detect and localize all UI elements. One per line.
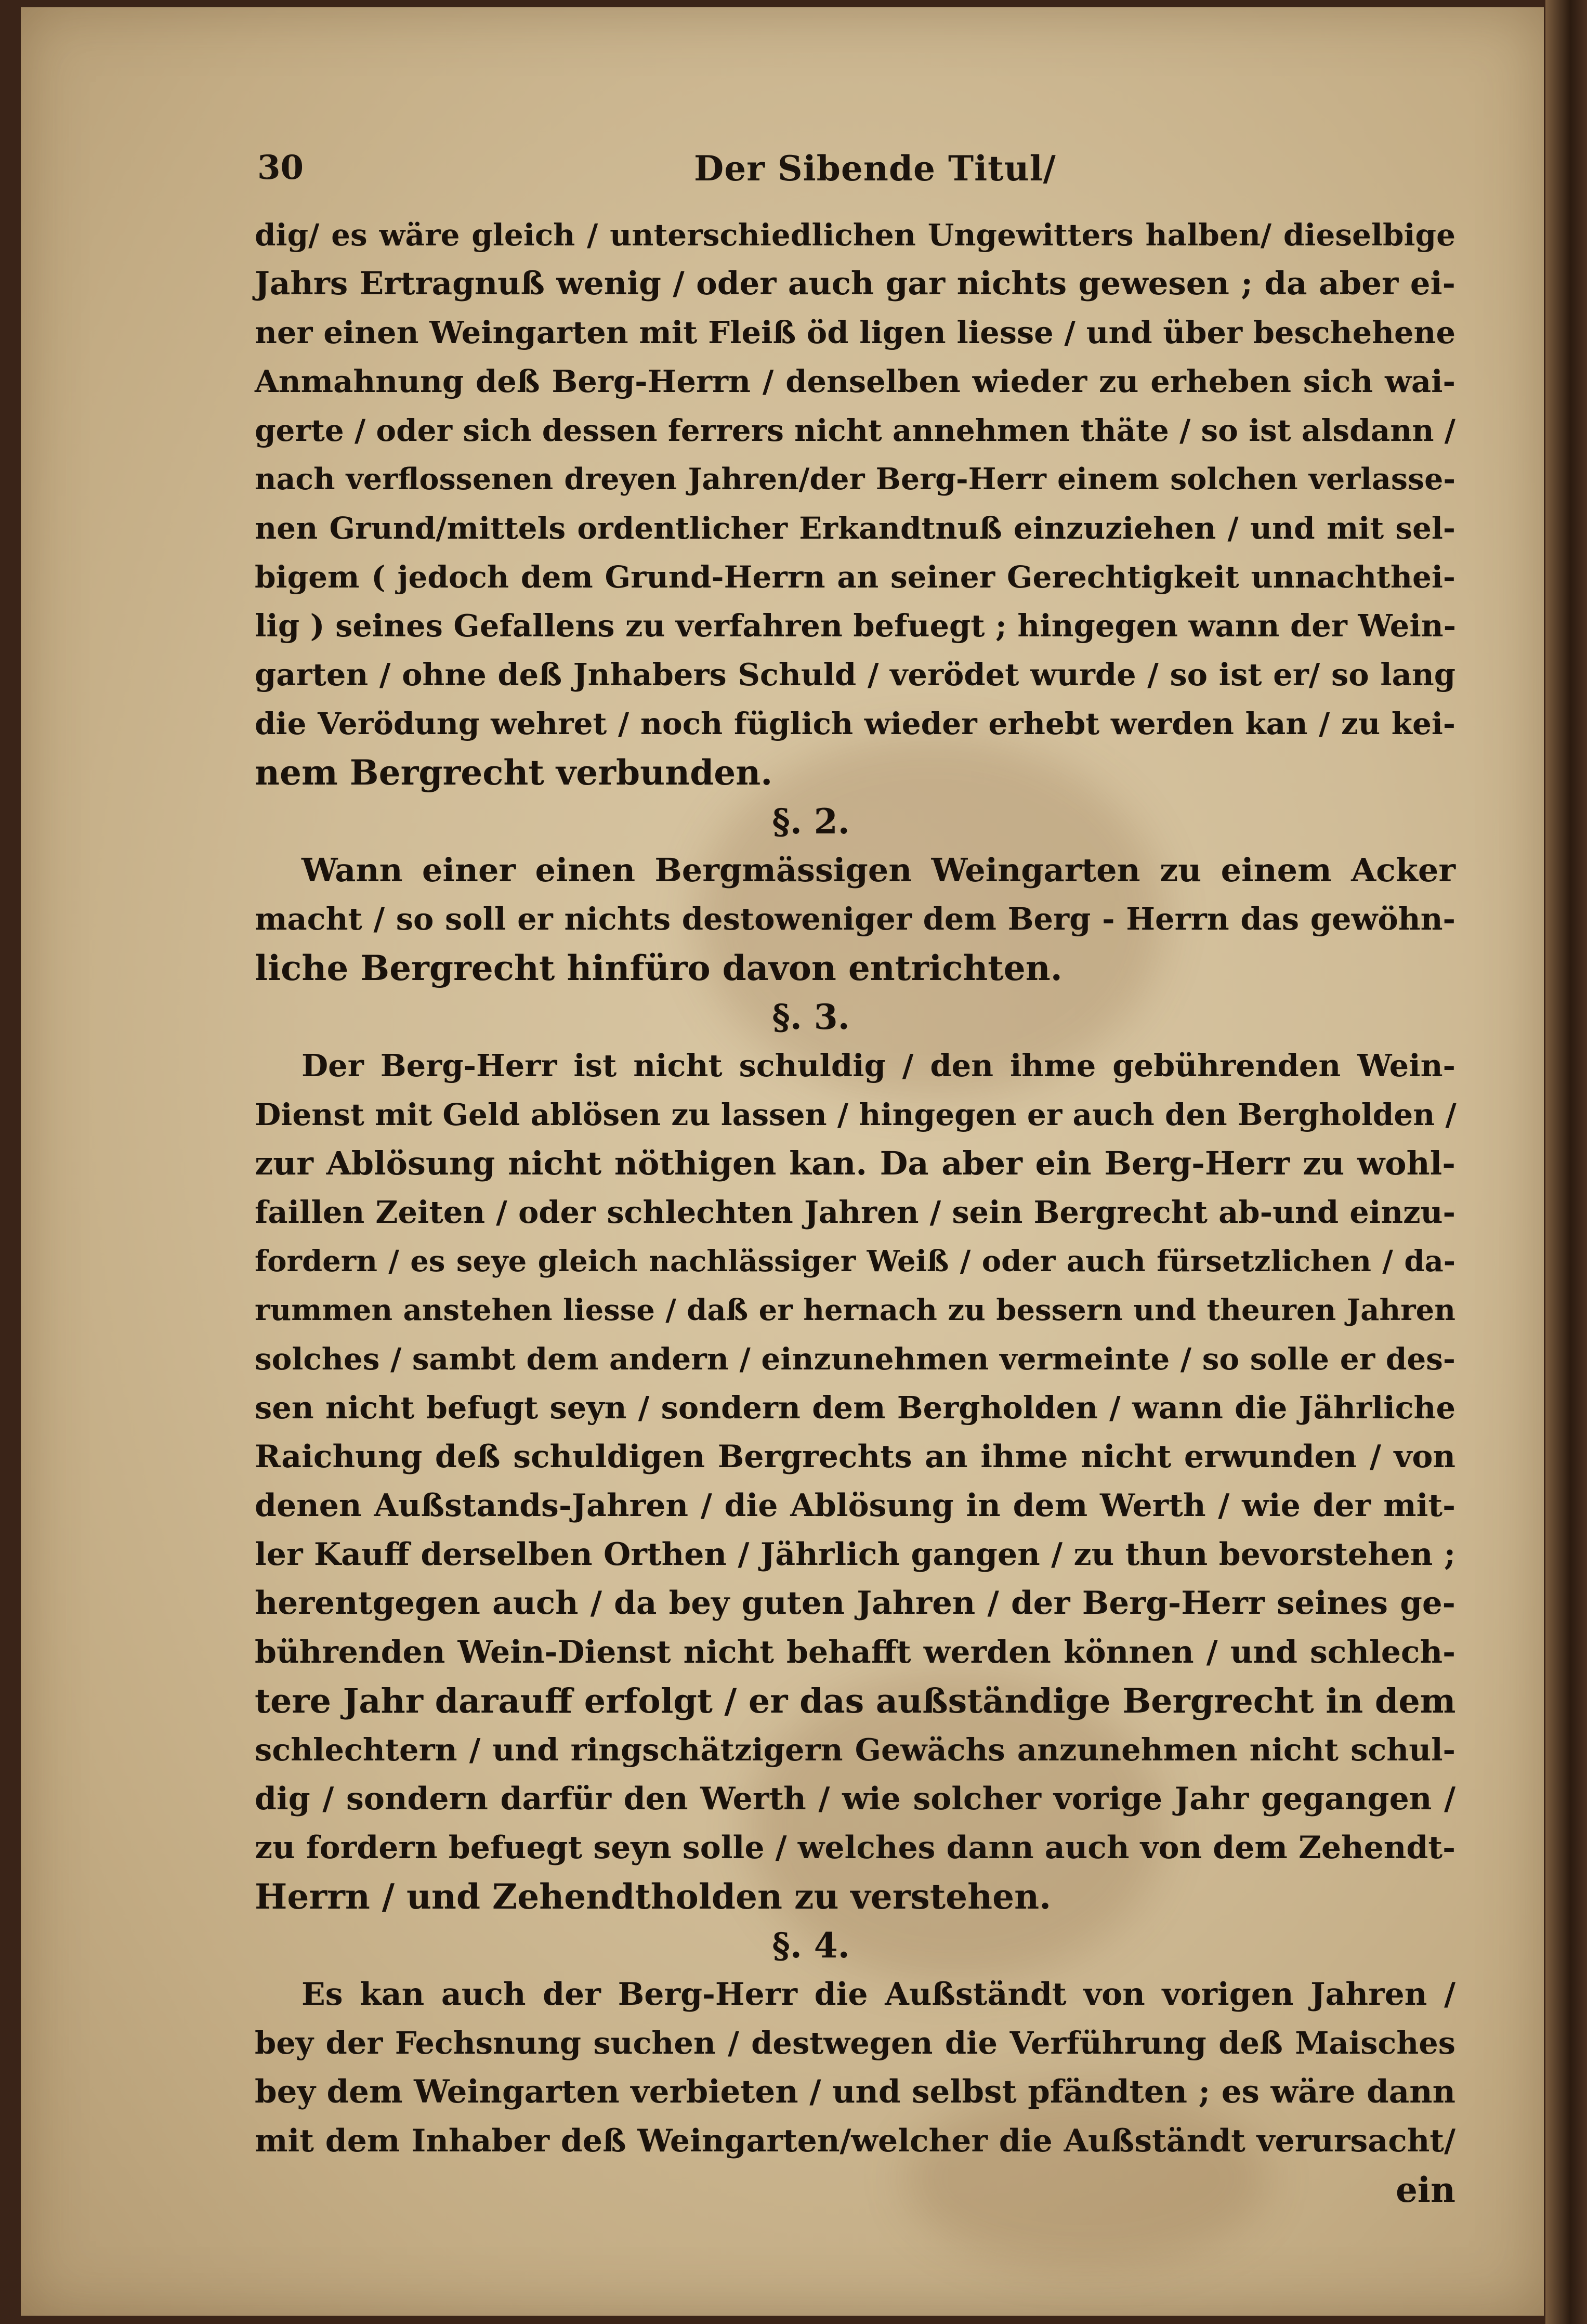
- text-line: Es kan auch der Berg-Herr die Außständt von vorigen Jahren /: [301, 1976, 1455, 2013]
- text-line: sen nicht befugt seyn / sondern dem Bergholden / wann die Jährliche: [255, 1390, 1455, 1426]
- text-line: Raichung deß schuldigen Bergrechts an ihme nicht erwunden / von: [255, 1439, 1455, 1475]
- text-line: ler Kauff derselben Orthen / Jährlich gangen / zu thun bevorstehen ;: [255, 1536, 1455, 1573]
- text-line: gerte / oder sich dessen ferrers nicht annehmen thäte / so ist alsdann /: [255, 413, 1455, 448]
- text-line: Dienst mit Geld ablösen zu lassen / hingegen er auch den Bergholden /: [255, 1097, 1457, 1132]
- text-line: zu fordern befuegt seyn solle / welches dann auch von dem Zehendt-: [255, 1830, 1455, 1866]
- text-line: mit dem Inhaber deß Weingarten/welcher die Außständt verursacht/: [255, 2123, 1455, 2159]
- text-line: Der Berg-Herr ist nicht schuldig / den ihme gebührenden Wein-: [301, 1048, 1455, 1083]
- text-line: garten / ohne deß Jnhabers Schuld / verödet wurde / so ist er/ so lang: [255, 657, 1455, 693]
- section-mark-2: §. 2.: [772, 801, 850, 842]
- text-line: liche Bergrecht hinfüro davon entrichten.: [255, 948, 1063, 988]
- text-line: fordern / es seye gleich nachlässiger Weiß / oder auch fürsetzlichen / da-: [255, 1244, 1455, 1278]
- text-line: nem Bergrecht verbunden.: [255, 752, 773, 793]
- text-line: Jahrs Ertragnuß wenig / oder auch gar nichts gewesen ; da aber ei-: [255, 265, 1455, 302]
- text-line: rummen anstehen liesse / daß er hernach zu bessern und theuren Jahren: [255, 1293, 1455, 1327]
- page-number: 30: [257, 148, 304, 187]
- text-line: bigem ( jedoch dem Grund-Herrn an seiner Gerechtigkeit unnachthei-: [255, 559, 1455, 595]
- catchword: ein: [1395, 2170, 1455, 2210]
- text-line: lig ) seines Gefallens zu verfahren befuegt ; hingegen wann der Wein-: [255, 608, 1457, 644]
- text-line: tere Jahr darauff erfolgt / er das außständige Bergrecht in dem: [255, 1681, 1456, 1721]
- text-line: schlechtern / und ringschätzigern Gewächs anzunehmen nicht schul-: [255, 1732, 1455, 1768]
- body-text: [255, 211, 1455, 2214]
- text-line: dig / sondern darfür den Werth / wie solcher vorige Jahr gegangen /: [255, 1781, 1455, 1817]
- section-mark-3: §. 3.: [772, 997, 850, 1037]
- page-header: [257, 148, 1453, 195]
- running-head: Der Sibende Titul/: [694, 148, 1056, 189]
- book-gutter: [1545, 0, 1587, 2324]
- text-line: macht / so soll er nichts destoweniger dem Berg - Herrn das gewöhn-: [255, 901, 1455, 937]
- text-line: faillen Zeiten / oder schlechten Jahren / sein Bergrecht ab-und einzu-: [255, 1194, 1455, 1230]
- text-line: die Verödung wehret / noch füglich wieder erhebt werden kan / zu kei-: [255, 706, 1455, 741]
- text-line: Anmahnung deß Berg-Herrn / denselben wieder zu erheben sich wai-: [255, 363, 1455, 399]
- text-line: denen Außstands-Jahren / die Ablösung in dem Werth / wie der mit-: [255, 1487, 1455, 1524]
- text-line: Herrn / und Zehendtholden zu verstehen.: [255, 1876, 1052, 1917]
- text-line: ner einen Weingarten mit Fleiß öd ligen liesse / und über beschehene: [255, 315, 1455, 350]
- section-mark-4: §. 4.: [772, 1925, 850, 1966]
- text-line: zur Ablösung nicht nöthigen kan. Da aber ein Berg-Herr zu wohl-: [255, 1144, 1455, 1182]
- text-line: bey dem Weingarten verbieten / und selbst pfändten ; es wäre dann: [255, 2073, 1455, 2110]
- text-line: dig/ es wäre gleich / unterschiedlichen Ungewitters halben/ dieselbige: [255, 217, 1455, 253]
- text-line: bey der Fechsnung suchen / destwegen die Verführung deß Maisches: [255, 2025, 1455, 2061]
- text-line: bührenden Wein-Dienst nicht behafft werden können / und schlech-: [255, 1634, 1455, 1670]
- text-line: nen Grund/mittels ordentlicher Erkandtnuß einzuziehen / und mit sel-: [255, 511, 1455, 546]
- text-line: herentgegen auch / da bey guten Jahren / der Berg-Herr seines ge-: [255, 1585, 1455, 1622]
- text-line: solches / sambt dem andern / einzunehmen vermeinte / so solle er des-: [255, 1341, 1455, 1377]
- text-line: Wann einer einen Bergmässigen Weingarten zu einem Acker: [301, 851, 1455, 889]
- text-line: nach verflossenen dreyen Jahren/der Berg-Herr einem solchen verlasse-: [255, 462, 1455, 497]
